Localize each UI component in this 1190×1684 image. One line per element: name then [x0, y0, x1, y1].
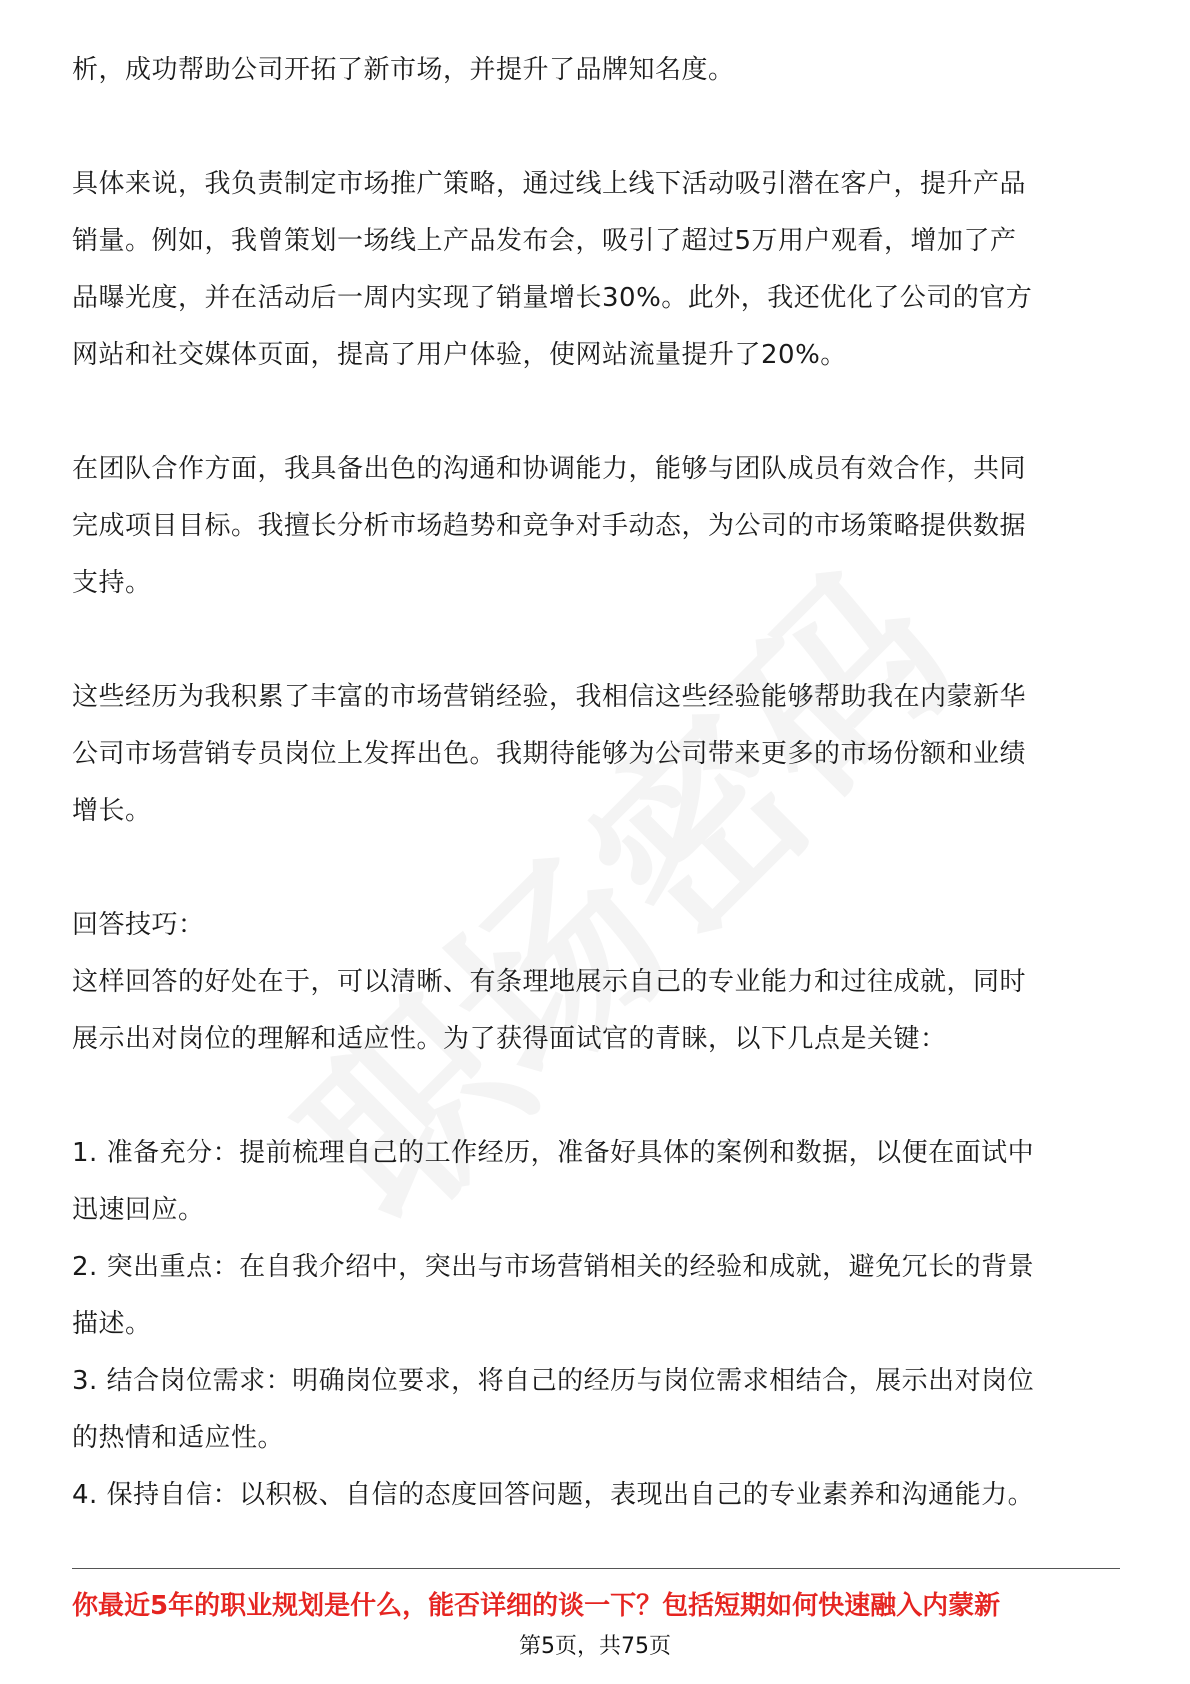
- tips-item-3: [72, 1353, 1122, 1467]
- text-line: 4. 保持自信：以积极、自信的态度回答问题，表现出自己的专业素养和沟通能力。: [72, 1480, 1035, 1510]
- footer-divider: [72, 1568, 1120, 1569]
- tips-heading: 回答技巧：: [72, 910, 205, 940]
- text-line: 品曝光度，并在活动后一周内实现了销量增长30%。此外，我还优化了公司的官方: [72, 283, 1033, 313]
- text-line: 迅速回应。: [72, 1195, 205, 1225]
- text-line: 支持。: [72, 568, 152, 598]
- text-line: 的热情和适应性。: [72, 1423, 285, 1453]
- text-line: 这样回答的好处在于，可以清晰、有条理地展示自己的专业能力和过往成就，同时: [72, 967, 1027, 997]
- text-line: 在团队合作方面，我具备出色的沟通和协调能力，能够与团队成员有效合作，共同: [72, 454, 1027, 484]
- paragraph-1: [72, 42, 1122, 99]
- paragraph-3: [72, 441, 1122, 612]
- page-number: 第5页，共75页: [519, 1634, 671, 1659]
- tips-section: [72, 897, 1122, 1524]
- text-line: 销量。例如，我曾策划一场线上产品发布会，吸引了超过5万用户观看，增加了产: [72, 226, 1017, 256]
- text-line: 展示出对岗位的理解和适应性。为了获得面试官的青睐，以下几点是关键：: [72, 1024, 947, 1054]
- tips-item-1: [72, 1125, 1122, 1239]
- text-line: 描述。: [72, 1309, 152, 1339]
- text-line: 2. 突出重点：在自我介绍中，突出与市场营销相关的经验和成就，避免冗长的背景: [72, 1252, 1035, 1282]
- paragraph-4: [72, 669, 1122, 840]
- tips-item-4: [72, 1467, 1122, 1524]
- text-line: 1. 准备充分：提前梳理自己的工作经历，准备好具体的案例和数据，以便在面试中: [72, 1138, 1035, 1168]
- text-line: 3. 结合岗位需求：明确岗位要求，将自己的经历与岗位需求相结合，展示出对岗位: [72, 1366, 1035, 1396]
- paragraph-2: [72, 156, 1122, 384]
- document-body: [72, 42, 1122, 1524]
- text-line: 网站和社交媒体页面，提高了用户体验，使网站流量提升了20%。: [72, 340, 847, 370]
- text-line: 增长。: [72, 796, 152, 826]
- text-line: 具体来说，我负责制定市场推广策略，通过线上线下活动吸引潜在客户，提升产品: [72, 169, 1027, 199]
- text-line: 这些经历为我积累了丰富的市场营销经验，我相信这些经验能够帮助我在内蒙新华: [72, 682, 1027, 712]
- text-line: 完成项目目标。我擅长分析市场趋势和竞争对手动态，为公司的市场策略提供数据: [72, 511, 1027, 541]
- text-line: 公司市场营销专员岗位上发挥出色。我期待能够为公司带来更多的市场份额和业绩: [72, 739, 1027, 769]
- tips-item-2: [72, 1239, 1122, 1353]
- next-question-heading: 你最近5年的职业规划是什么，能否详细的谈一下？包括短期如何快速融入内蒙新: [72, 1591, 1001, 1621]
- text-line: 析，成功帮助公司开拓了新市场，并提升了品牌知名度。: [72, 55, 735, 85]
